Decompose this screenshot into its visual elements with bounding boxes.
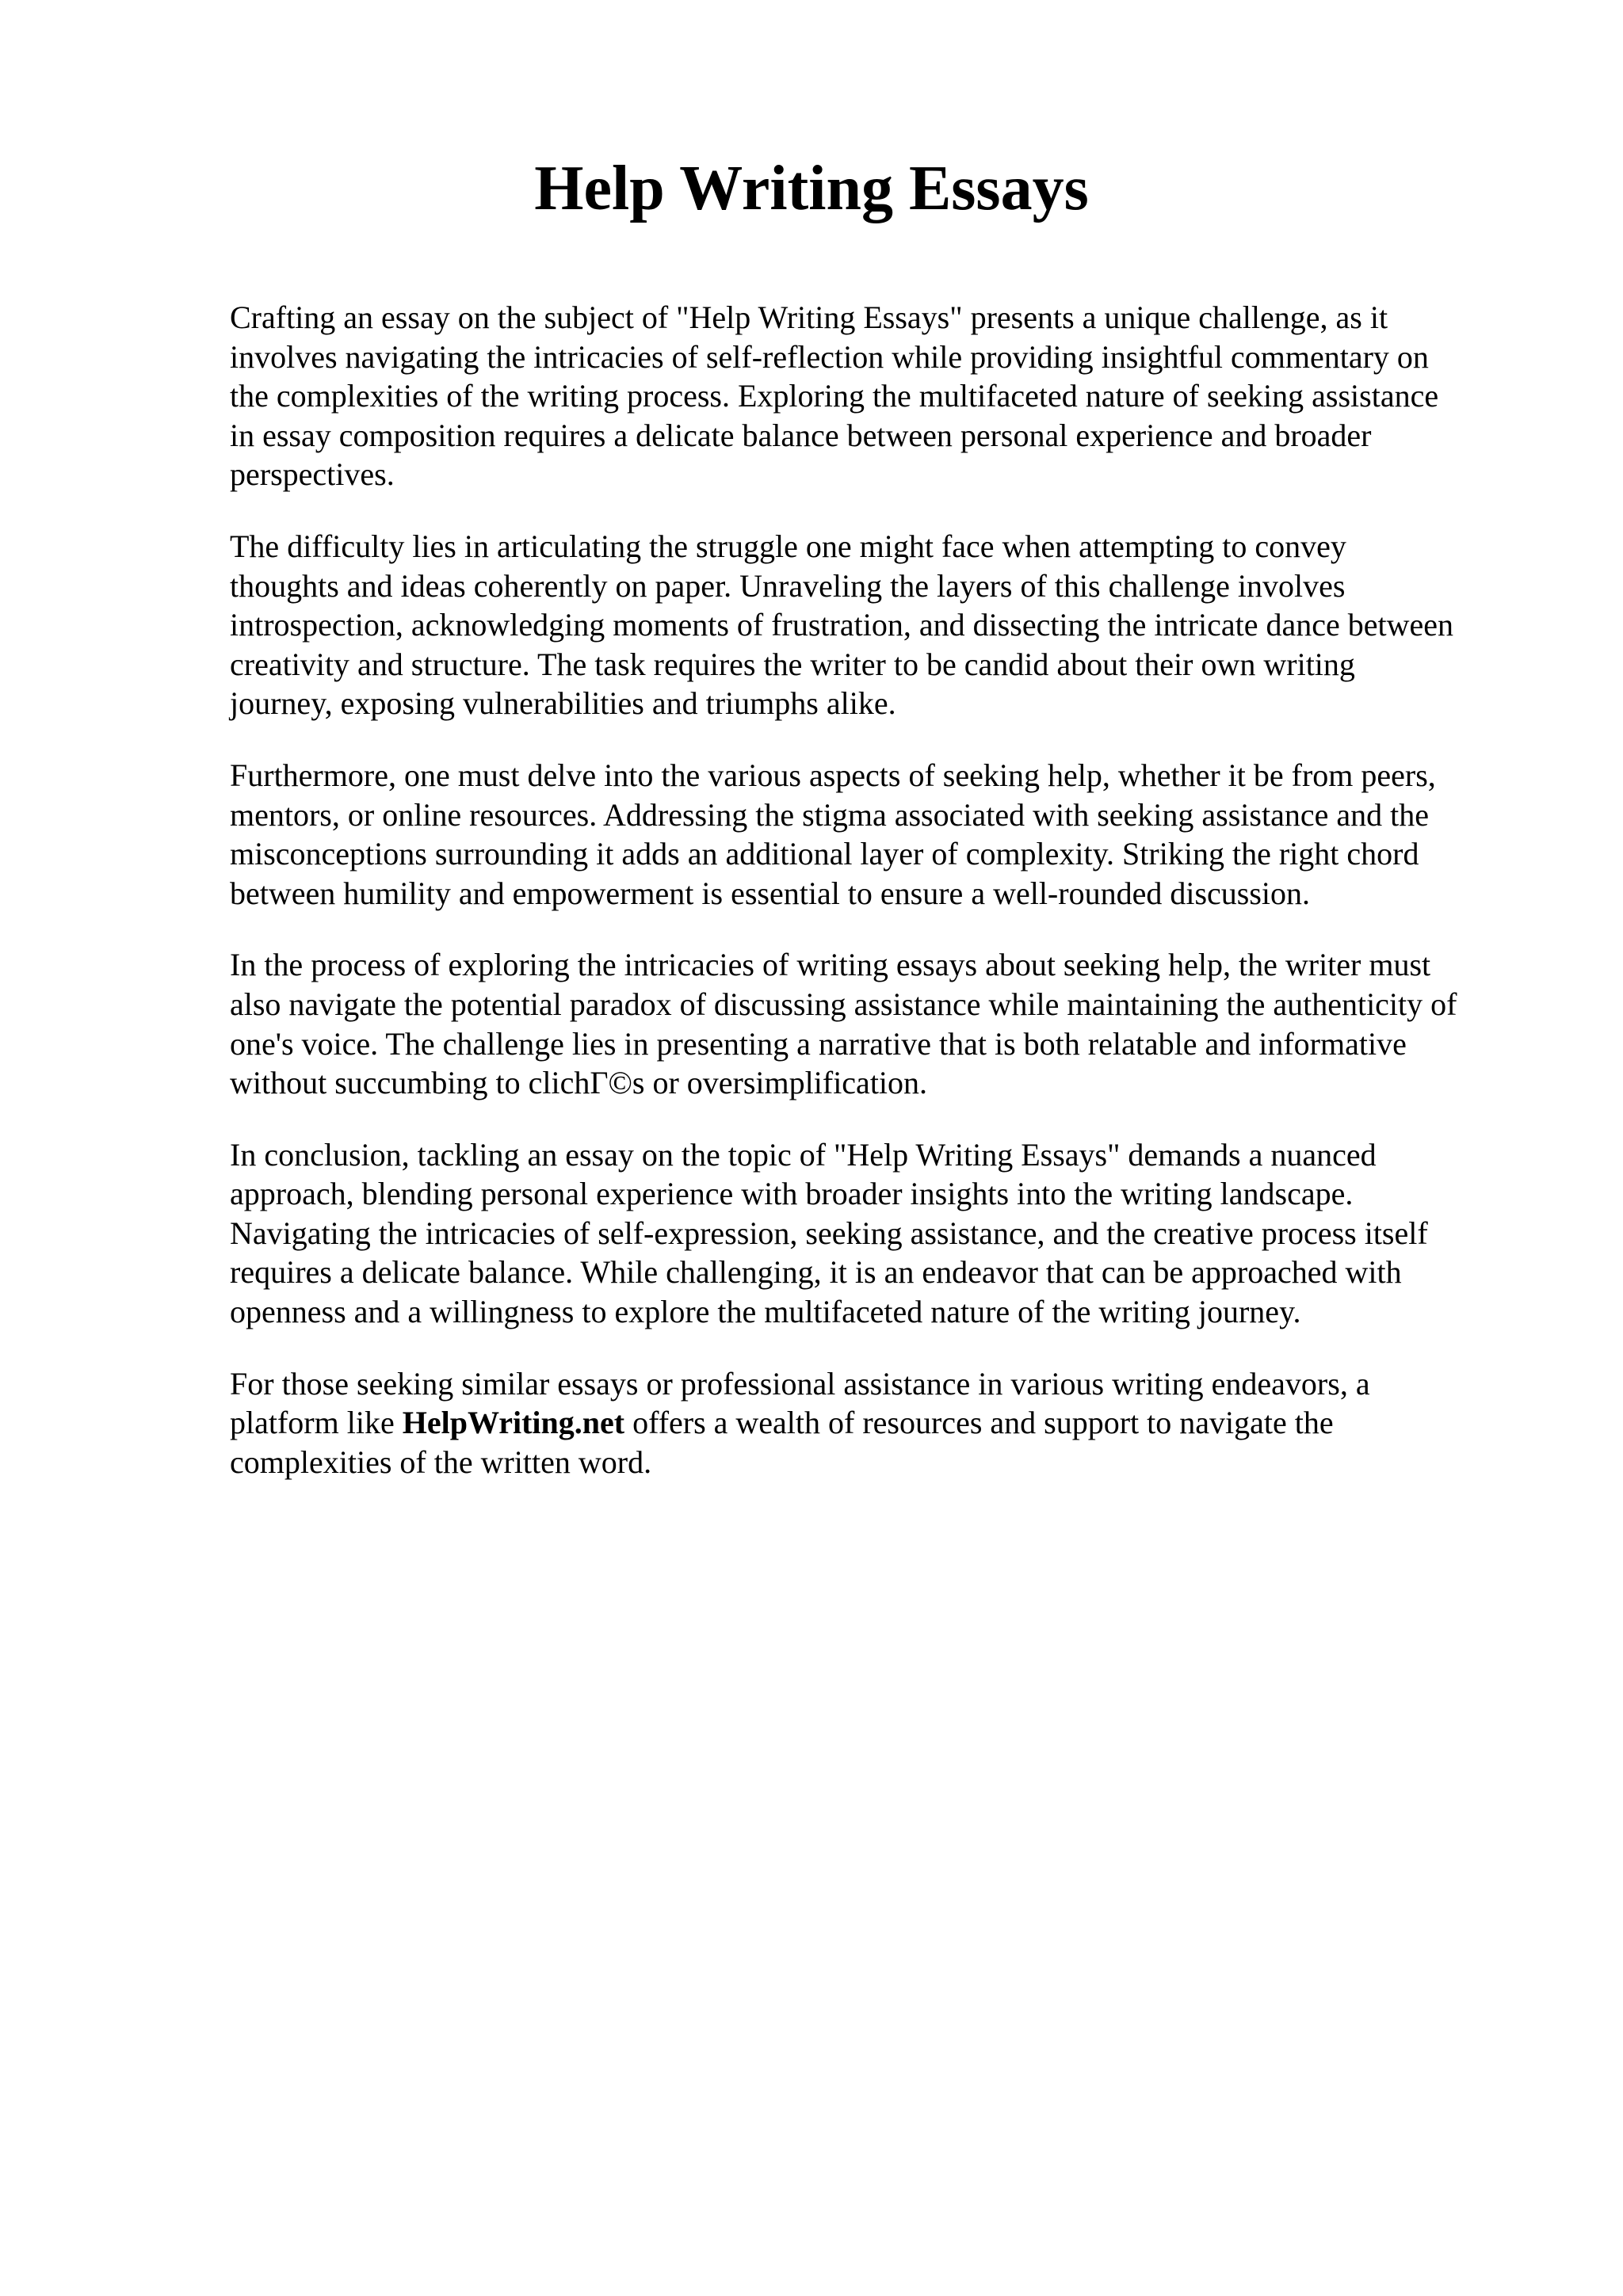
page-title: Help Writing Essays [534,154,1089,223]
helpwriting-link[interactable]: HelpWriting.net [402,1405,625,1441]
paragraph-2: The difficulty lies in articulating the struggle one might face when attempting to convey thoughts and ideas coherently on paper. Unraveling the layers of this challenge involves introspection, acknowledging moments of frustration, and dissecting the intricate dance between creativity and structure. The task requires the writer to be candid about their own writing journey, exposing vulnerabilities and triumphs alike. [230,528,1453,722]
closing-text-after-link: offers a wealth of resources and support to navigate the complexities of the written word. [230,1405,1334,1480]
paragraph-3: Furthermore, one must delve into the various aspects of seeking help, whether it be from peers, mentors, or online resources. Addressing the stigma associated with seeking assistance and the misconceptions surrounding it adds an additional layer of complexity. Striking the right chord between humility and empowerment is essential to ensure a well-rounded discussion. [230,757,1436,911]
paragraph-5: In conclusion, tackling an essay on the topic of "Help Writing Essays" demands a nuanced approach, blending personal experience with broader insights into the writing landscape. Navigating the intricacies of self-expression, seeking assistance, and the creative process itself requires a delicate balance. While challenging, it is an endeavor that can be approached with openness and a willingness to explore the multifaceted nature of the writing journey. [230,1136,1428,1330]
paragraph-1: Crafting an essay on the subject of "Help Writing Essays" presents a unique challenge, as it involves navigating the intricacies of self-reflection while providing insightful commentary on the complexities of the writing process. Exploring the multifaceted nature of seeking assistance in essay composition requires a delicate balance between personal experience and broader perspectives. [230,299,1439,493]
paragraph-4: In the process of exploring the intricacies of writing essays about seeking help, the writer must also navigate the potential paradox of discussing assistance while maintaining the authenticity of one's voice. The challenge lies in presenting a narrative that is both relatable and informative without succumbing to clichΓ©s or oversimplification. [230,947,1457,1101]
essay-body [230,298,1514,1514]
closing-text-before-link: For those seeking similar essays or professional assistance in various writing endeavors, a platform like [230,1365,1370,1441]
closing-paragraph [230,1364,1514,1482]
